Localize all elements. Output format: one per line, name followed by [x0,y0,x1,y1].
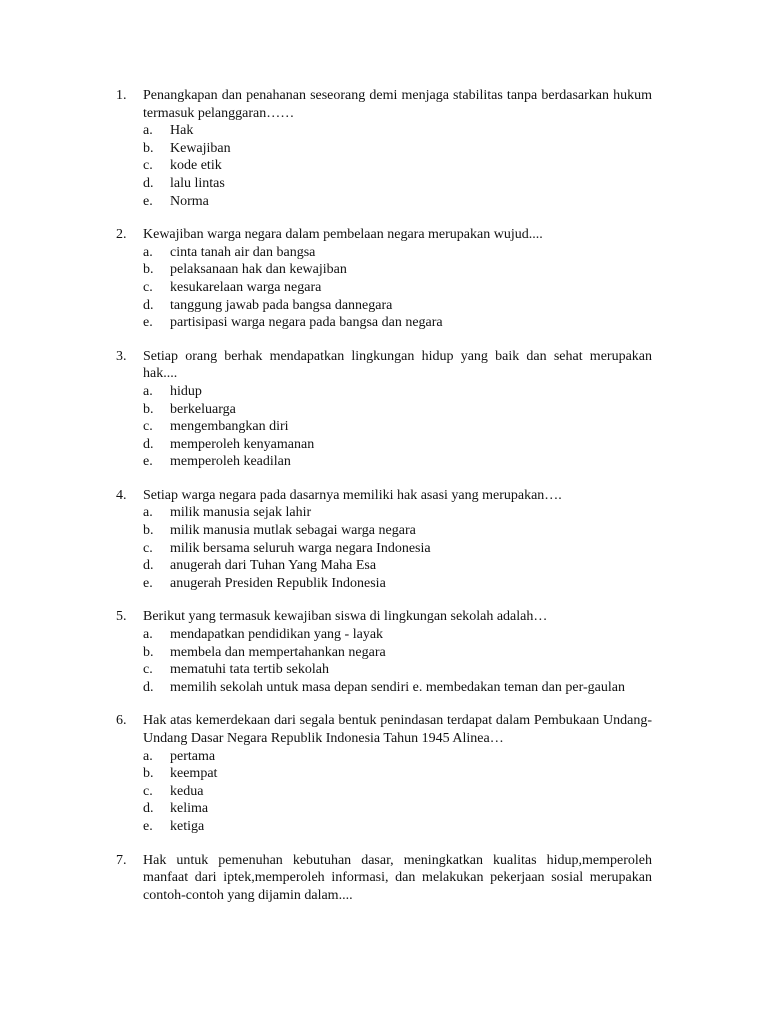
option-text: memperoleh kenyamanan [170,436,315,452]
option-text: cinta tanah air dan bangsa [170,244,316,260]
answer-option [0,261,768,279]
option-text: kesukarelaan warga negara [170,279,322,295]
option-letter: b. [143,140,154,156]
option-text: mendapatkan pendidikan yang - layak [170,627,384,643]
answer-option [0,504,768,522]
option-letter: e. [143,193,153,209]
option-letter: d. [143,679,154,695]
option-letter: a. [143,627,153,643]
option-list [0,504,768,592]
option-letter: d. [143,297,154,313]
option-text: milik bersama seluruh warga negara Indonesia [170,540,431,556]
question-text: Setiap warga negara pada dasarnya memiliki hak asasi yang merupakan…. [143,487,562,503]
question-text: Hak untuk pemenuhan kebutuhan dasar, meningkatkan kualitas hidup,memperoleh manfaat dari iptek,memperoleh informasi, dan melakukan pekerjaan sosial merupakan contoh-contoh yang dijamin dalam.... [143,852,652,903]
option-text: Norma [170,193,209,209]
answer-option [0,453,768,471]
option-text: mengembangkan diri [170,419,289,435]
question-number: 4. [116,487,127,503]
question-number: 6. [116,713,127,729]
option-letter: e. [143,315,153,331]
answer-option [0,279,768,297]
option-letter: a. [143,748,153,764]
option-letter: b. [143,262,154,278]
answer-option [0,244,768,262]
option-letter: a. [143,505,153,521]
option-letter: d. [143,175,154,191]
question-text: Penangkapan dan penahanan seseorang demi menjaga stabilitas tanpa berdasarkan hukum termasuk pelanggaran…… [143,88,652,121]
question-number: 7. [116,852,127,868]
option-letter: c. [143,662,153,678]
option-letter: a. [143,123,153,139]
option-letter: c. [143,783,153,799]
answer-option [0,557,768,575]
option-letter: b. [143,644,154,660]
question-4 [0,487,768,593]
answer-option [0,522,768,540]
option-list [0,244,768,332]
answer-option [0,783,768,801]
question-number: 5. [116,609,127,625]
answer-option [0,436,768,454]
option-text: hidup [170,383,202,399]
question-number: 2. [116,227,127,243]
option-text: anugerah Presiden Republik Indonesia [170,575,386,591]
question-text: Hak atas kemerdekaan dari segala bentuk penindasan terdapat dalam Pembukaan Undang-Undang Dasar Negara Republik Indonesia Tahun 1945 Alinea… [143,713,652,746]
question-text: Kewajiban warga negara dalam pembelaan negara merupakan wujud.... [143,227,543,243]
option-letter: a. [143,383,153,399]
question-5 [0,608,768,696]
option-text: membela dan mempertahankan negara [170,644,386,660]
answer-option [0,800,768,818]
answer-option [0,140,768,158]
answer-option [0,297,768,315]
question-number: 3. [116,348,127,364]
option-text: kode etik [170,158,222,174]
option-letter: d. [143,558,154,574]
answer-option [0,383,768,401]
option-text: Kewajiban [170,140,231,156]
option-text: pelaksanaan hak dan kewajiban [170,262,347,278]
answer-option [0,122,768,140]
answer-option [0,401,768,419]
option-text: Hak [170,123,194,139]
option-text: memilih sekolah untuk masa depan sendiri e. membedakan teman dan per-gaulan [170,679,625,695]
answer-option [0,418,768,436]
option-text: keempat [170,766,218,782]
option-letter: a. [143,244,153,260]
option-letter: e. [143,575,153,591]
option-text: lalu lintas [170,175,225,191]
option-text: pertama [170,748,216,764]
question-2 [0,226,768,332]
answer-option [0,644,768,662]
question-number: 1. [116,88,127,103]
answer-option [0,575,768,593]
option-text: milik manusia mutlak sebagai warga negara [170,523,416,539]
option-text: anugerah dari Tuhan Yang Maha Esa [170,558,377,574]
option-text: berkeluarga [170,401,236,417]
option-letter: b. [143,523,154,539]
option-text: milik manusia sejak lahir [170,505,312,521]
option-text: partisipasi warga negara pada bangsa dan negara [170,315,443,331]
option-letter: c. [143,540,153,556]
answer-option [0,626,768,644]
option-letter: e. [143,454,153,470]
question-1 [0,87,768,210]
option-letter: b. [143,766,154,782]
option-letter: c. [143,279,153,295]
answer-option [0,175,768,193]
question-3 [0,348,768,471]
option-text: kelima [170,801,209,817]
answer-option [0,679,768,697]
answer-option [0,193,768,211]
option-text: ketiga [170,818,205,834]
option-list [0,383,768,471]
answer-option [0,157,768,175]
answer-option [0,765,768,783]
answer-option [0,818,768,836]
option-text: kedua [170,783,204,799]
option-letter: e. [143,818,153,834]
option-letter: c. [143,158,153,174]
option-letter: d. [143,436,154,452]
question-7 [0,852,768,905]
answer-option [0,661,768,679]
option-letter: d. [143,801,154,817]
option-list [0,748,768,836]
option-letter: b. [143,401,154,417]
option-text: tanggung jawab pada bangsa dannegara [170,297,393,313]
question-6 [0,712,768,835]
answer-option [0,748,768,766]
option-text: memperoleh keadilan [170,454,291,470]
option-list [0,122,768,210]
option-text: mematuhi tata tertib sekolah [170,662,330,678]
answer-option [0,540,768,558]
option-letter: c. [143,419,153,435]
question-list [0,87,768,920]
question-text: Berikut yang termasuk kewajiban siswa di lingkungan sekolah adalah… [143,609,548,625]
option-list [0,626,768,696]
answer-option [0,314,768,332]
question-text: Setiap orang berhak mendapatkan lingkungan hidup yang baik dan sehat merupakan hak.... [143,348,652,382]
